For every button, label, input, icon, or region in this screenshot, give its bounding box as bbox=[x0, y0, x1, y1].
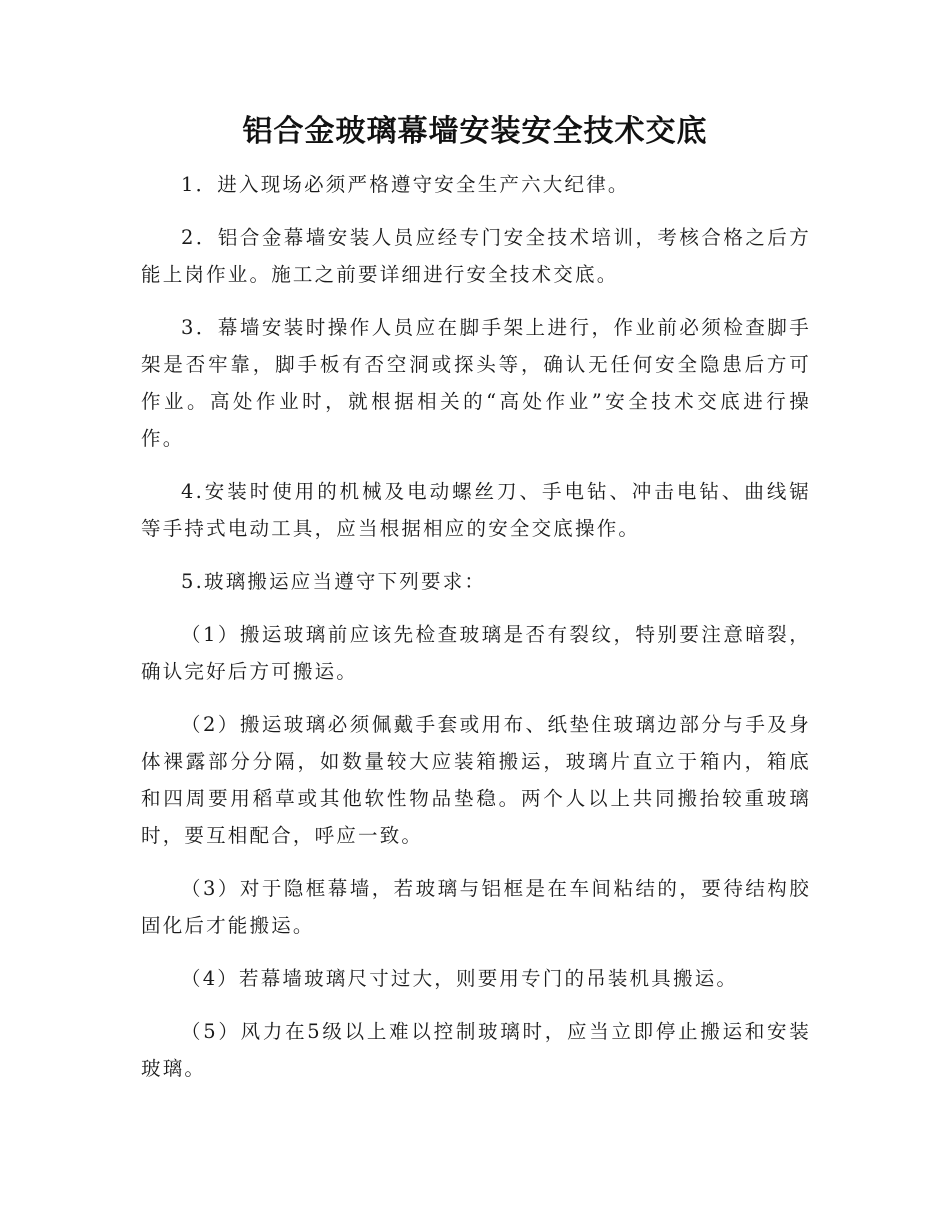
document-title: 铝合金玻璃幕墙安装安全技术交底 bbox=[242, 114, 708, 149]
sub-item-4: （4）若幕墙玻璃尺寸过大，则要用专门的吊装机具搬运。 bbox=[181, 967, 739, 990]
paragraph-1: 1．进入现场必须严格遵守安全生产六大纪律。 bbox=[181, 173, 630, 196]
paragraph-5: 5.玻璃搬运应当遵守下列要求： bbox=[181, 570, 487, 593]
paragraph-3: 3．幕墙安装时操作人员应在脚手架上进行，作业前必须检查脚手架是否牢靠，脚手板有否空洞或探头等，确认无任何安全隐患后方可作业。高处作业时，就根据相关的“高处作业”安全技术交底进行操作。 bbox=[141, 316, 811, 450]
paragraph-4: 4.安装时使用的机械及电动螺丝刀、手电钻、冲击电钻、曲线锯等手持式电动工具，应当根据相应的安全交底操作。 bbox=[141, 480, 811, 540]
document-body bbox=[141, 166, 811, 1103]
sub-item-5: （5）风力在5级以上难以控制玻璃时，应当立即停止搬运和安装玻璃。 bbox=[141, 1020, 811, 1080]
sub-item-1: （1）搬运玻璃前应该先检查玻璃是否有裂纹，特别要注意暗裂，确认完好后方可搬运。 bbox=[141, 623, 811, 683]
paragraph-2: 2．铝合金幕墙安装人员应经专门安全技术培训，考核合格之后方能上岗作业。施工之前要详细进行安全技术交底。 bbox=[141, 226, 811, 286]
sub-item-2: （2）搬运玻璃必须佩戴手套或用布、纸垫住玻璃边部分与手及身体裸露部分分隔，如数量较大应装箱搬运，玻璃片直立于箱内，箱底和四周要用稻草或其他软性物品垫稳。两个人以上共同搬抬较重玻璃时，要互相配合，呼应一致。 bbox=[141, 713, 811, 847]
sub-item-3: （3）对于隐框幕墙，若玻璃与铝框是在车间粘结的，要待结构胶固化后才能搬运。 bbox=[141, 877, 811, 937]
